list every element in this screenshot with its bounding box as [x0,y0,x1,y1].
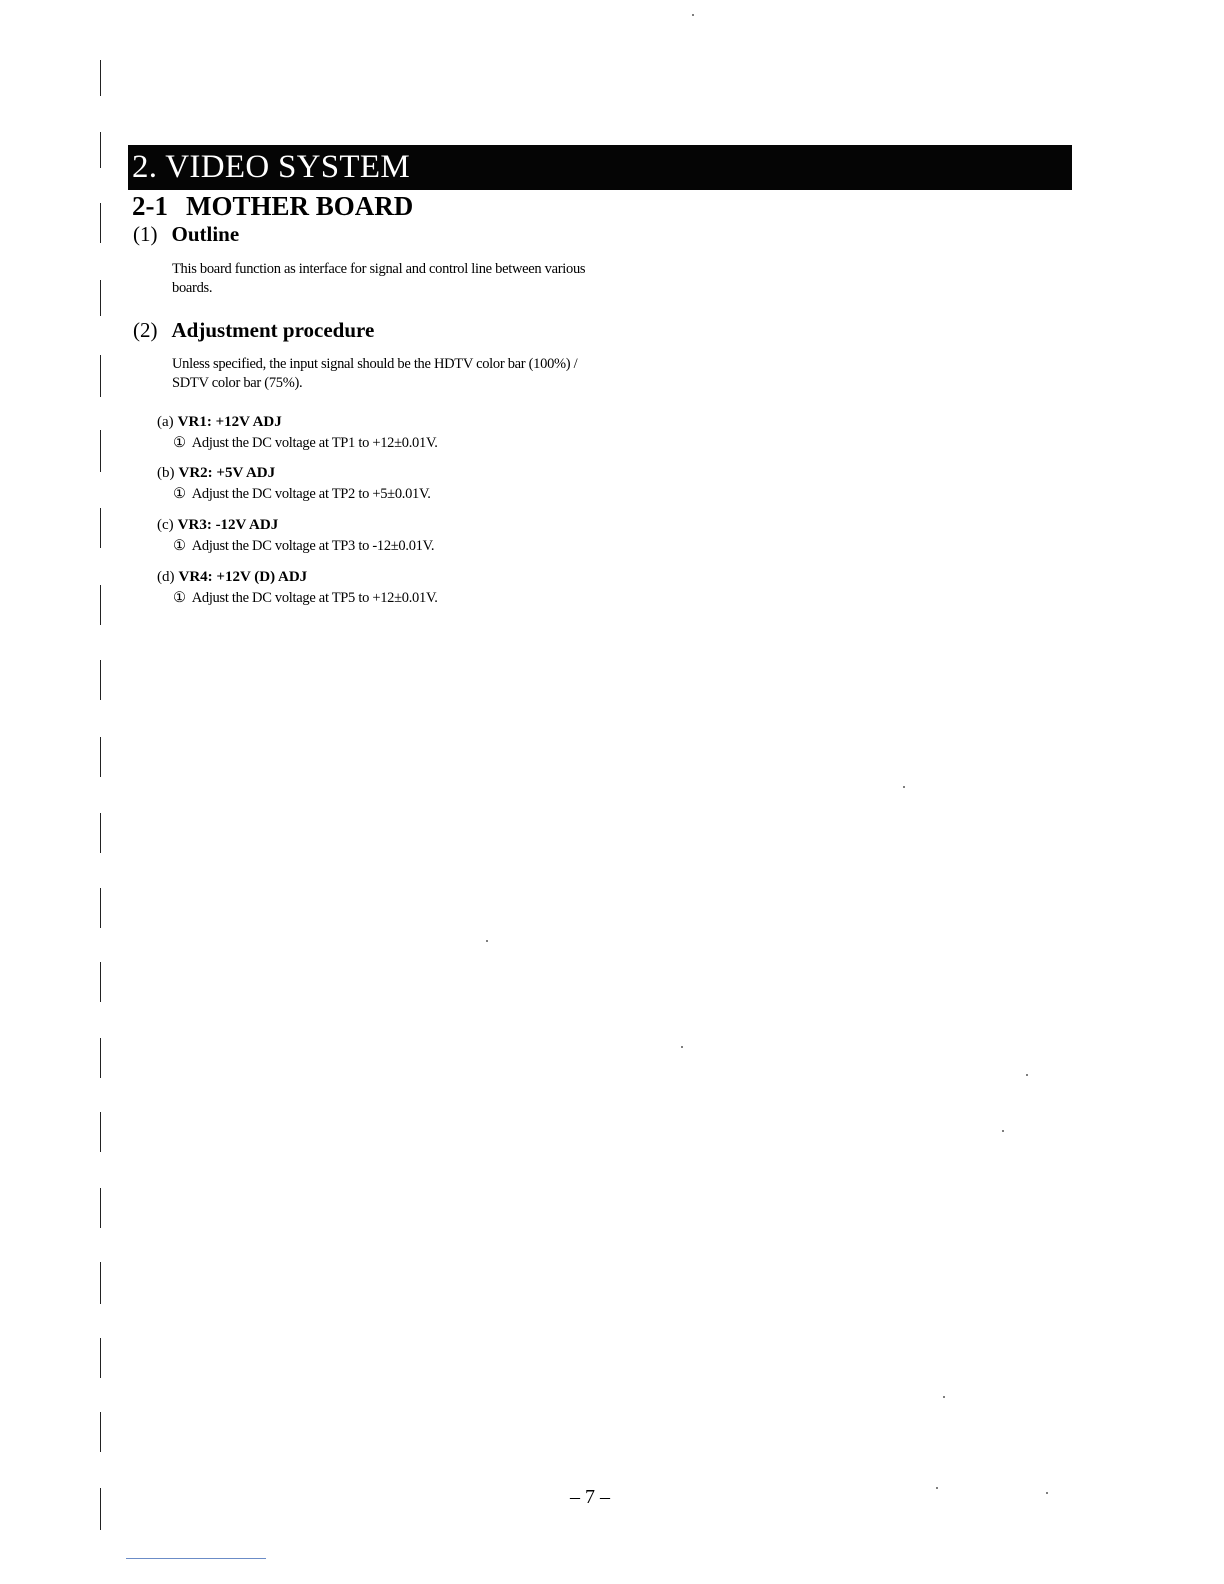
step-title: (a) VR1: +12V ADJ [157,414,282,430]
circled-one-icon: ① [173,590,186,606]
step-title: (d) VR4: +12V (D) ADJ [157,569,308,585]
circled-one-icon: ① [173,486,186,502]
step-instruction: ① Adjust the DC voltage at TP1 to +12±0.01V. [173,432,438,454]
adjustment-title: Adjustment procedure [171,318,375,342]
circled-one-icon: ① [173,538,186,554]
outline-heading [133,221,239,247]
step-title: (c) VR3: -12V ADJ [157,517,279,533]
margin-binding-marks [100,50,104,1540]
step-a [157,412,438,454]
outline-number: (1) [133,222,158,246]
adjustment-heading [133,317,374,343]
page-number: – 7 – [570,1486,610,1508]
step-instruction: ① Adjust the DC voltage at TP2 to +5±0.01V. [173,483,431,505]
adjustment-body: Unless specified, the input signal should be the HDTV color bar (100%) / SDTV color bar (75%). [172,356,578,391]
step-d [157,567,438,609]
outline-body: This board function as interface for signal and control line between various boards. [172,261,586,296]
bottom-rule [126,1558,266,1559]
outline-title: Outline [171,222,240,246]
section-title: MOTHER BOARD [186,191,414,221]
step-instruction: ① Adjust the DC voltage at TP3 to -12±0.01V. [173,535,434,557]
banner-title: 2. VIDEO SYSTEM [132,149,410,185]
step-instruction: ① Adjust the DC voltage at TP5 to +12±0.01V. [173,587,438,609]
step-b [157,463,431,505]
section-number: 2-1 [132,191,168,221]
section-banner [128,145,1072,190]
step-title: (b) VR2: +5V ADJ [157,465,276,481]
section-heading [132,190,413,222]
adjustment-number: (2) [133,318,158,342]
circled-one-icon: ① [173,435,186,451]
step-c [157,515,434,557]
